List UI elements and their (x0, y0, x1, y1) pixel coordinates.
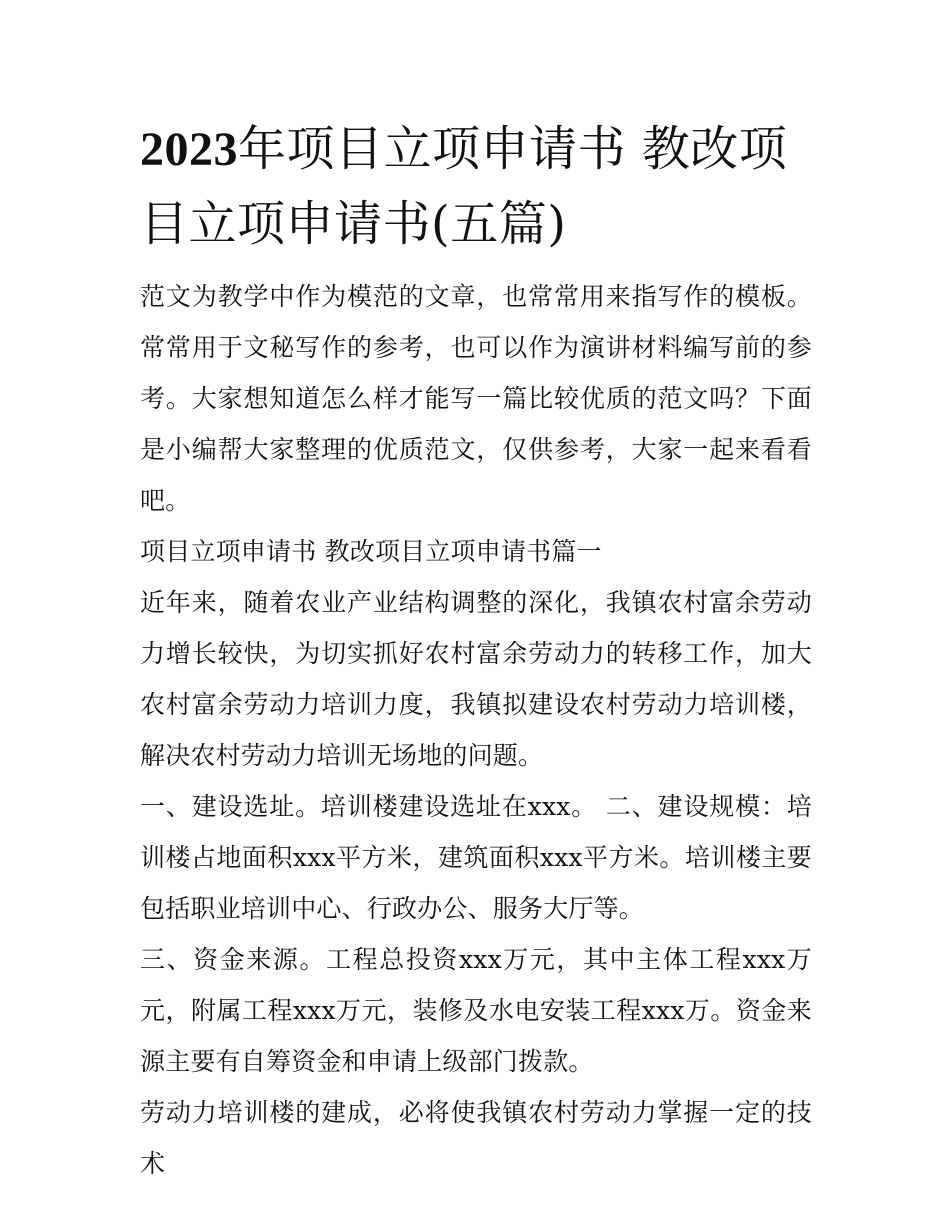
intro-paragraph: 范文为教学中作为模范的文章，也常常用来指写作的模板。常常用于文秘写作的参考，也可以作为演讲材料编写前的参考。大家想知道怎么样才能写一篇比较优质的范文吗？下面是小编帮大家整理的优质范文，仅供参考，大家一起来看看吧。 (140, 282, 812, 515)
document-body (140, 271, 812, 1189)
paragraph-site-scale: 一、建设选址。培训楼建设选址在xxx。 二、建设规模：培训楼占地面积xxx平方米，建筑面积xxx平方米。培训楼主要包括职业培训中心、行政办公、服务大厅等。 (140, 792, 812, 923)
title-text: 年项目立项申请书 教改项目立项申请书(五篇) (140, 121, 788, 252)
paragraph-background: 近年来，随着农业产业结构调整的深化，我镇农村富余劳动力增长较快，为切实抓好农村富余劳动力的转移工作，加大农村富余劳动力培训力度，我镇拟建设农村劳动力培训楼，解决农村劳动力培训无场地的问题。 (140, 588, 812, 770)
document-title (140, 112, 812, 261)
title-year: 2023 (140, 123, 238, 176)
paragraph-funding: 三、资金来源。工程总投资xxx万元，其中主体工程xxx万元，附属工程xxx万元，装修及水电安装工程xxx万。资金来源主要有自筹资金和申请上级部门拨款。 (140, 945, 812, 1076)
document-page (140, 112, 812, 1189)
paragraph-outcome: 劳动力培训楼的建成，必将使我镇农村劳动力掌握一定的技术 (140, 1098, 812, 1178)
section-heading: 项目立项申请书 教改项目立项申请书篇一 (140, 537, 602, 566)
